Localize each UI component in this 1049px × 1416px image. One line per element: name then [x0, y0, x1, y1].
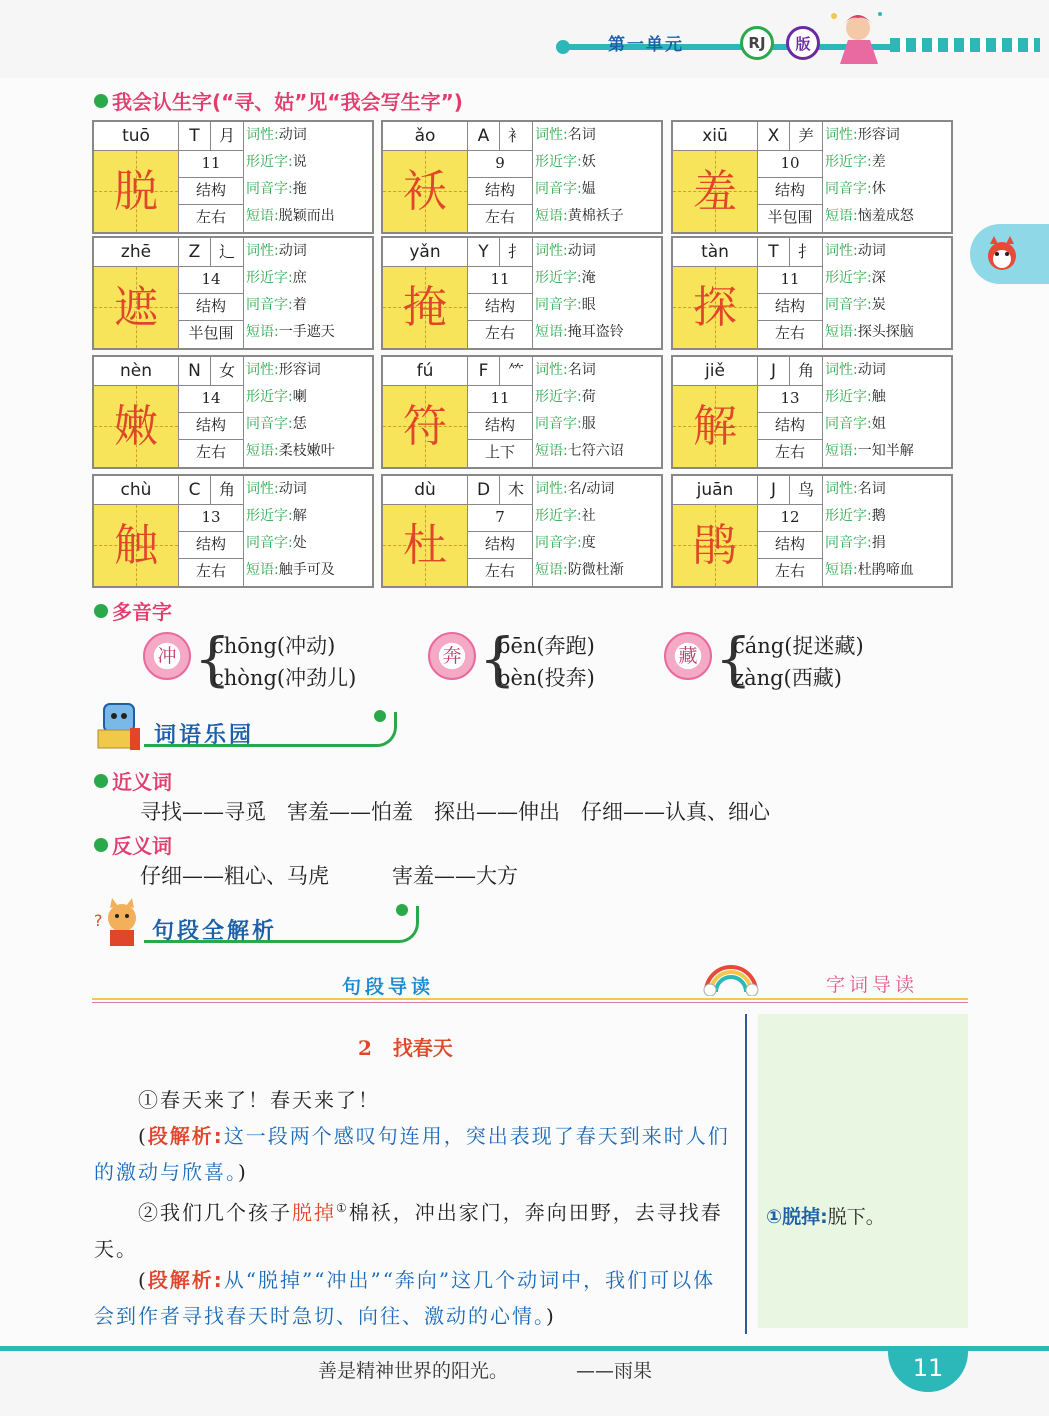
index-letter: F — [468, 357, 500, 385]
pinyin: tàn — [673, 238, 758, 267]
part-of-speech: 动词 — [857, 362, 886, 378]
fairy-icon — [826, 6, 886, 68]
pinyin: juān — [673, 476, 758, 505]
homophone-char: 拖 — [292, 181, 307, 197]
tab-word-guide: 字词导读 — [826, 974, 919, 996]
brace-icon: { — [194, 625, 231, 693]
index-letter: Z — [179, 238, 211, 266]
homophone-char: 处 — [292, 535, 307, 551]
structure-label: 结构 — [758, 531, 822, 559]
phrase: 黄棉袄子 — [567, 208, 624, 224]
big-character: 探 — [673, 267, 758, 348]
section-recognize: 我会认生字(“寻、姑”见“我会写生字”) — [94, 86, 463, 115]
header-dot — [556, 40, 570, 54]
char-card — [381, 355, 663, 469]
part-of-speech: 形容词 — [278, 362, 321, 378]
flower-char-chong: 冲 — [143, 632, 191, 680]
page-number: 11 — [888, 1348, 968, 1392]
big-character: 袄 — [383, 151, 468, 232]
stroke-count: 11 — [468, 266, 532, 294]
big-character: 解 — [673, 386, 758, 467]
synonym-list: 寻找——寻觅 害羞——怕羞 探出——伸出 仔细——认真、细心 — [140, 800, 770, 824]
poly-readings-cang: cáng(捉迷藏) zàng(西藏) — [733, 634, 864, 690]
tab-divider — [92, 998, 968, 1000]
antonym-list: 仔细——粗心、马虎 害羞——大方 — [140, 864, 518, 888]
big-character: 脱 — [94, 151, 179, 232]
char-meta — [179, 357, 244, 467]
big-character: 羞 — [673, 151, 758, 232]
structure-label: 结构 — [758, 412, 822, 440]
banner-words: 词语乐园 — [92, 700, 312, 750]
char-meta — [758, 122, 823, 232]
part-of-speech: 动词 — [857, 243, 886, 259]
radical: 角 — [797, 361, 814, 380]
side-tab — [970, 224, 1049, 284]
char-info: 词性:名/动词 形近字:社 同音字:度 短语:防微杜渐 — [535, 481, 624, 578]
part-of-speech: 名词 — [857, 481, 886, 497]
rainbow-icon — [700, 962, 762, 996]
section-antonyms: 反义词 — [94, 830, 172, 859]
char-info: 词性:名词 形近字:妖 同音字:媪 短语:黄棉袄子 — [535, 127, 624, 224]
cat-mascot-icon — [92, 896, 144, 948]
homophone-char: 眼 — [581, 297, 596, 313]
similar-char: 荷 — [581, 389, 596, 405]
section-synonyms: 近义词 — [94, 766, 172, 795]
char-info: 词性:动词 形近字:触 同音字:姐 短语:一知半解 — [825, 362, 914, 459]
structure-value: 左右 — [484, 208, 515, 226]
index-letter: D — [468, 476, 500, 504]
section-polyphonic: 多音字 — [94, 596, 172, 625]
char-info: 词性:形容词 形近字:差 同音字:休 短语:恼羞成怒 — [825, 127, 914, 224]
pinyin: nèn — [94, 357, 179, 386]
structure-label: 结构 — [468, 412, 532, 440]
poly-readings-ben: bēn(奔跑) bèn(投奔) — [497, 634, 595, 690]
similar-char: 解 — [292, 508, 307, 524]
footnote-tuodiao: ①脱掉:脱下。 — [766, 1206, 885, 1228]
part-of-speech: 名/动词 — [567, 481, 615, 497]
similar-char: 庶 — [292, 270, 307, 286]
similar-char: 差 — [871, 154, 886, 170]
footer-quote: 善是精神世界的阳光。 — [318, 1360, 509, 1382]
part-of-speech: 名词 — [567, 362, 596, 378]
index-letter: A — [468, 122, 500, 150]
flower-char-ben: 奔 — [428, 632, 476, 680]
part-of-speech: 动词 — [278, 243, 307, 259]
pinyin: dù — [383, 476, 468, 505]
homophone-char: 炭 — [871, 297, 886, 313]
stroke-count: 14 — [179, 266, 243, 294]
homophone-char: 休 — [871, 181, 886, 197]
homophone-char: 捐 — [871, 535, 886, 551]
char-meta — [468, 122, 533, 232]
stroke-count: 11 — [468, 385, 532, 413]
char-card — [381, 236, 663, 350]
lesson-title: 2 找春天 — [358, 1036, 453, 1060]
footer-author: ——雨果 — [576, 1360, 653, 1382]
similar-char: 淹 — [581, 270, 596, 286]
char-info: 词性:动词 形近字:庶 同音字:着 短语:一手遮天 — [246, 243, 335, 340]
structure-label: 结构 — [468, 531, 532, 559]
phrase: 防微杜渐 — [567, 562, 624, 578]
pinyin: chù — [94, 476, 179, 505]
phrase: 七符六诏 — [567, 443, 624, 459]
char-meta — [179, 476, 244, 586]
structure-value: 左右 — [774, 443, 805, 461]
char-card — [671, 355, 953, 469]
stroke-count: 12 — [758, 504, 822, 532]
pinyin: yǎn — [383, 238, 468, 267]
similar-char: 深 — [871, 270, 886, 286]
flower-char-cang: 藏 — [664, 632, 712, 680]
similar-char: 社 — [581, 508, 596, 524]
header-checker — [890, 38, 1040, 52]
paragraph-2: ②我们几个孩子脱掉①棉袄，冲出家门，奔向田野，去寻找春天。 — [94, 1200, 723, 1261]
similar-char: 喇 — [292, 389, 307, 405]
robot-mascot-icon — [94, 700, 144, 752]
pinyin: ǎo — [383, 122, 468, 151]
structure-label: 结构 — [179, 412, 243, 440]
char-card — [92, 120, 374, 234]
phrase: 恼羞成怒 — [857, 208, 914, 224]
radical: 角 — [218, 480, 235, 499]
brace-icon: { — [479, 625, 516, 693]
radical: 木 — [507, 480, 524, 499]
char-card — [92, 236, 374, 350]
stroke-count: 13 — [179, 504, 243, 532]
fox-icon — [982, 234, 1022, 274]
similar-char: 触 — [871, 389, 886, 405]
homophone-char: 度 — [581, 535, 596, 551]
structure-value: 左右 — [195, 208, 226, 226]
notes-panel — [758, 1014, 968, 1328]
structure-value: 左右 — [195, 562, 226, 580]
index-letter: N — [179, 357, 211, 385]
phrase: 脱颖而出 — [278, 208, 335, 224]
char-card — [671, 474, 953, 588]
radical: ⺮ — [507, 361, 524, 380]
structure-label: 结构 — [179, 177, 243, 205]
phrase: 一知半解 — [857, 443, 914, 459]
unit-title: 第一单元 — [608, 35, 684, 55]
phrase: 杜鹃啼血 — [857, 562, 914, 578]
phrase: 掩耳盗铃 — [567, 324, 624, 340]
column-divider — [745, 1014, 747, 1334]
stroke-count: 11 — [758, 266, 822, 294]
tab-reading-guide: 句段导读 — [342, 976, 435, 998]
char-card — [671, 120, 953, 234]
radical: 扌 — [507, 242, 524, 261]
structure-value: 上下 — [484, 443, 515, 461]
big-character: 掩 — [383, 267, 468, 348]
index-letter: C — [179, 476, 211, 504]
char-info: 词性:动词 形近字:解 同音字:处 短语:触手可及 — [246, 481, 335, 578]
part-of-speech: 形容词 — [857, 127, 900, 143]
stroke-count: 10 — [758, 150, 822, 178]
homophone-char: 媪 — [581, 181, 596, 197]
analysis-2: (段解析:从“脱掉”“冲出”“奔向”这几个动词中，我们可以体会到作者寻找春天时急切、向往、激动的心情。) — [94, 1268, 716, 1328]
char-meta — [758, 476, 823, 586]
structure-value: 左右 — [484, 562, 515, 580]
char-card — [671, 236, 953, 350]
index-letter: T — [758, 238, 790, 266]
part-of-speech: 动词 — [278, 481, 307, 497]
phrase: 触手可及 — [278, 562, 335, 578]
big-character: 符 — [383, 386, 468, 467]
part-of-speech: 动词 — [567, 243, 596, 259]
radical: 女 — [218, 361, 235, 380]
char-info: 词性:动词 形近字:深 同音字:炭 短语:探头探脑 — [825, 243, 914, 340]
similar-char: 妖 — [581, 154, 596, 170]
char-card — [92, 474, 374, 588]
index-letter: J — [758, 476, 790, 504]
char-card — [381, 474, 663, 588]
char-meta — [758, 238, 823, 348]
big-character: 鹃 — [673, 505, 758, 586]
phrase: 一手遮天 — [278, 324, 335, 340]
pinyin: xiū — [673, 122, 758, 151]
char-info: 词性:动词 形近字:淹 同音字:眼 短语:掩耳盗铃 — [535, 243, 624, 340]
char-meta — [468, 357, 533, 467]
stroke-count: 13 — [758, 385, 822, 413]
phrase: 柔枝嫩叶 — [278, 443, 335, 459]
big-character: 触 — [94, 505, 179, 586]
index-letter: J — [758, 357, 790, 385]
index-letter: T — [179, 122, 211, 150]
structure-label: 结构 — [758, 177, 822, 205]
part-of-speech: 名词 — [567, 127, 596, 143]
char-meta — [468, 476, 533, 586]
similar-char: 鹅 — [871, 508, 886, 524]
paragraph-1: ①春天来了！春天来了！ — [138, 1088, 380, 1112]
poly-readings-chong: chōng(冲动) chòng(冲劲儿) — [212, 634, 357, 690]
structure-label: 结构 — [468, 293, 532, 321]
big-character: 杜 — [383, 505, 468, 586]
homophone-char: 姐 — [871, 416, 886, 432]
big-character: 嫩 — [94, 386, 179, 467]
structure-label: 结构 — [758, 293, 822, 321]
homophone-char: 恁 — [292, 416, 307, 432]
svg-text:?: ? — [94, 911, 103, 930]
char-info: 词性:形容词 形近字:喇 同音字:恁 短语:柔枝嫩叶 — [246, 362, 335, 459]
edition-badge-rj: RJ — [740, 26, 774, 60]
char-meta — [758, 357, 823, 467]
char-meta — [179, 122, 244, 232]
index-letter: X — [758, 122, 790, 150]
pinyin: tuō — [94, 122, 179, 151]
char-meta — [179, 238, 244, 348]
pinyin: zhē — [94, 238, 179, 267]
index-letter: Y — [468, 238, 500, 266]
radical: 辶 — [218, 242, 235, 261]
stroke-count: 7 — [468, 504, 532, 532]
structure-value: 左右 — [774, 324, 805, 342]
banner-analysis: ? 句段全解析 — [92, 896, 332, 946]
structure-value: 半包围 — [188, 324, 234, 342]
pinyin: fú — [383, 357, 468, 386]
stroke-count: 9 — [468, 150, 532, 178]
pinyin: jiě — [673, 357, 758, 386]
radical: 衤 — [507, 126, 524, 145]
stroke-count: 11 — [179, 150, 243, 178]
char-info: 词性:名词 形近字:鹅 同音字:捐 短语:杜鹃啼血 — [825, 481, 914, 578]
similar-char: 说 — [292, 154, 307, 170]
char-card — [92, 355, 374, 469]
char-meta — [468, 238, 533, 348]
radical: 扌 — [797, 242, 814, 261]
analysis-1: (段解析:这一段两个感叹句连用，突出表现了春天到来时人们的激动与欣喜。) — [94, 1124, 730, 1184]
char-info: 词性:动词 形近字:说 同音字:拖 短语:脱颖而出 — [246, 127, 335, 224]
stroke-count: 14 — [179, 385, 243, 413]
structure-value: 半包围 — [767, 208, 813, 226]
edition-badge-ban: 版 — [786, 26, 820, 60]
homophone-char: 服 — [581, 416, 596, 432]
structure-value: 左右 — [195, 443, 226, 461]
radical: 月 — [218, 126, 235, 145]
structure-value: 左右 — [774, 562, 805, 580]
radical: ⺶ — [797, 126, 814, 145]
homophone-char: 着 — [292, 297, 307, 313]
structure-label: 结构 — [179, 293, 243, 321]
big-character: 遮 — [94, 267, 179, 348]
char-info: 词性:名词 形近字:荷 同音字:服 短语:七符六诏 — [535, 362, 624, 459]
tab-divider-pink — [92, 1002, 968, 1003]
structure-value: 左右 — [484, 324, 515, 342]
brace-icon: { — [715, 625, 752, 693]
radical: 鸟 — [797, 480, 814, 499]
phrase: 探头探脑 — [857, 324, 914, 340]
structure-label: 结构 — [468, 177, 532, 205]
part-of-speech: 动词 — [278, 127, 307, 143]
structure-label: 结构 — [179, 531, 243, 559]
char-card — [381, 120, 663, 234]
